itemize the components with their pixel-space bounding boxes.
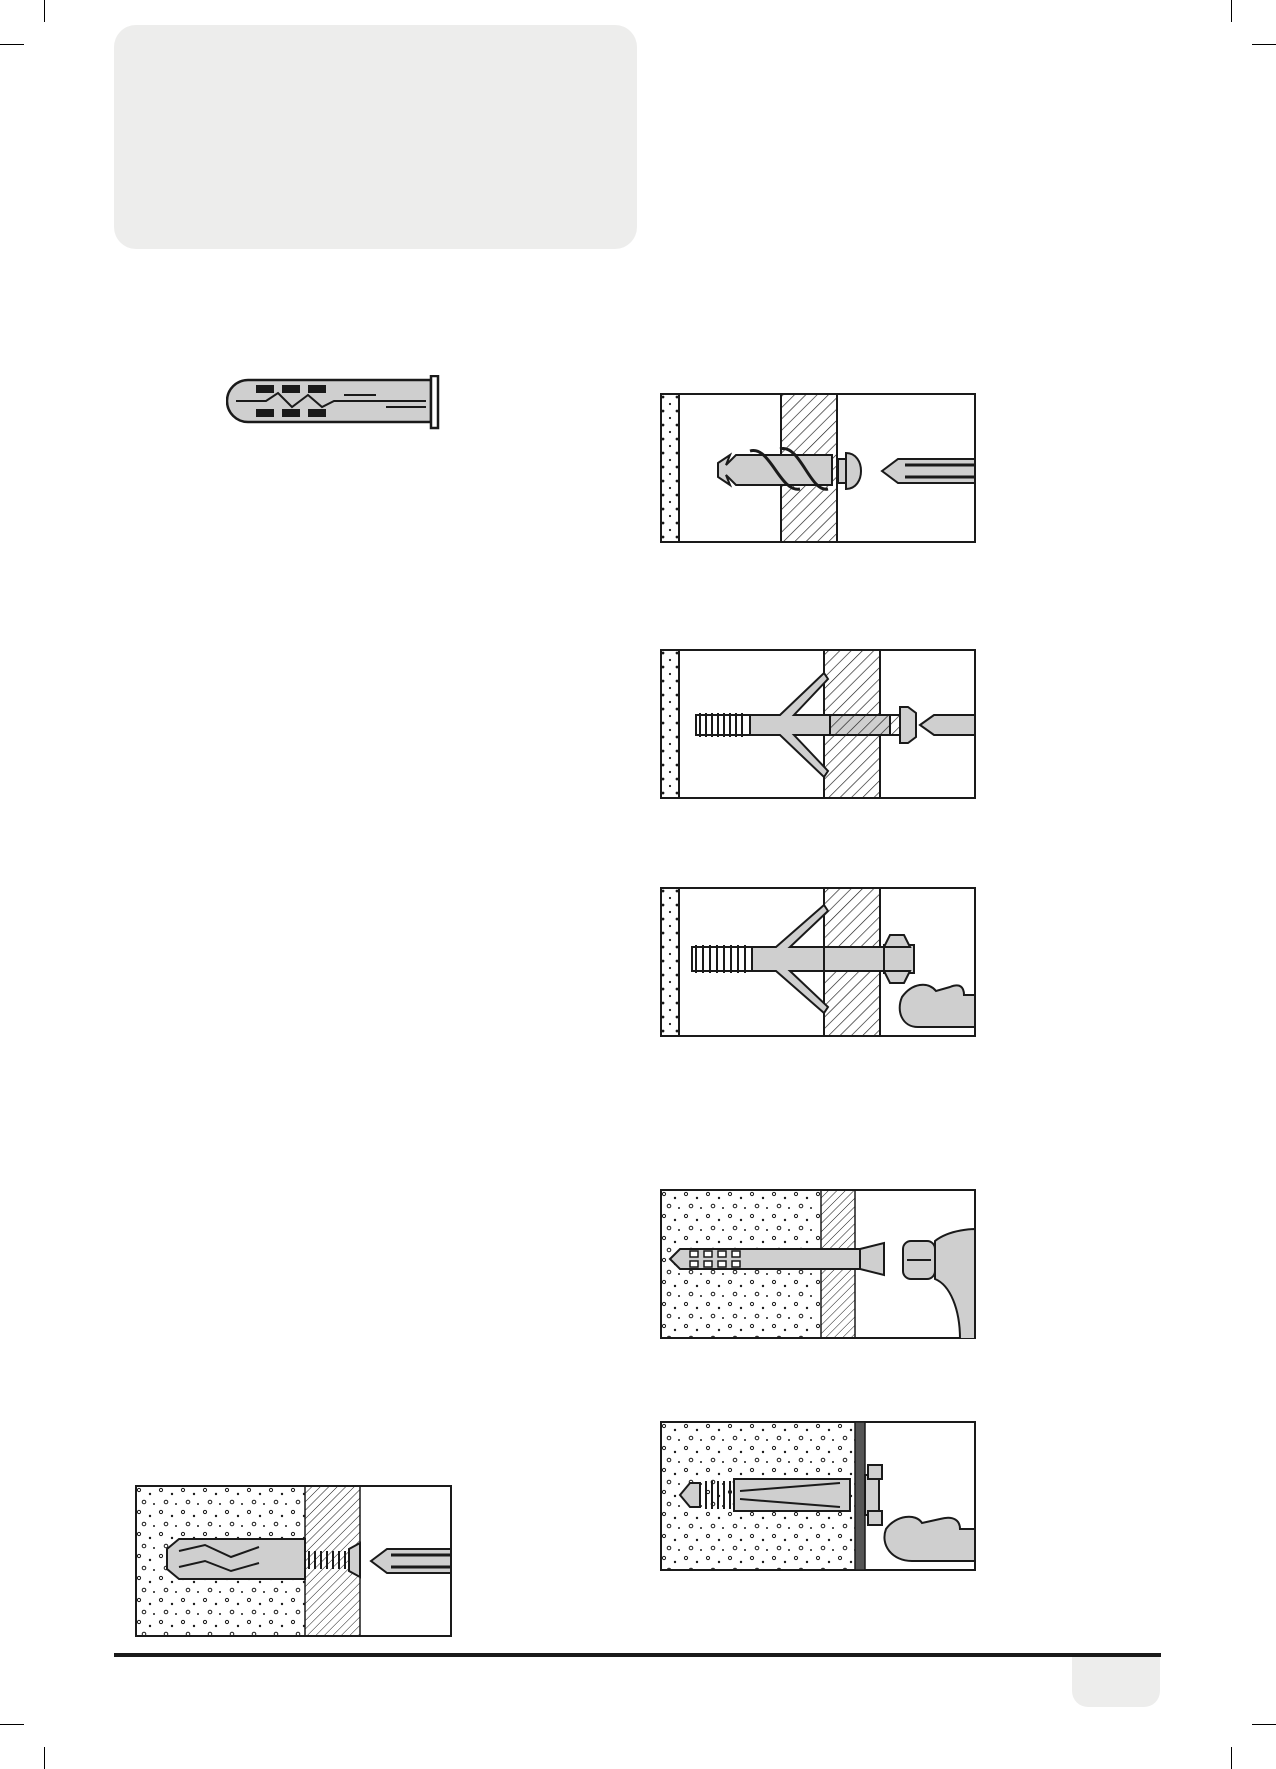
crop-mark [1252, 44, 1276, 45]
heavy-duty-anchor-icon [660, 1421, 976, 1571]
hollow-wall-anchor-icon [660, 649, 976, 799]
crop-mark [1231, 0, 1232, 22]
drywall-screw-anchor-icon [660, 393, 976, 543]
crop-mark [1231, 1747, 1232, 1769]
crop-mark [44, 0, 45, 22]
crop-mark [0, 44, 24, 45]
plastic-expansion-plug-icon [226, 375, 444, 433]
frame-fixing-hammer-icon [660, 1189, 976, 1339]
crop-mark [44, 1747, 45, 1769]
plug-in-concrete-icon [135, 1485, 452, 1637]
title-panel [114, 25, 637, 249]
crop-mark [0, 1724, 24, 1725]
hollow-wall-anchor-bolt-icon [660, 887, 976, 1037]
page-number-tab [1072, 1657, 1160, 1707]
crop-mark [1252, 1724, 1276, 1725]
footer-rule [114, 1653, 1161, 1657]
